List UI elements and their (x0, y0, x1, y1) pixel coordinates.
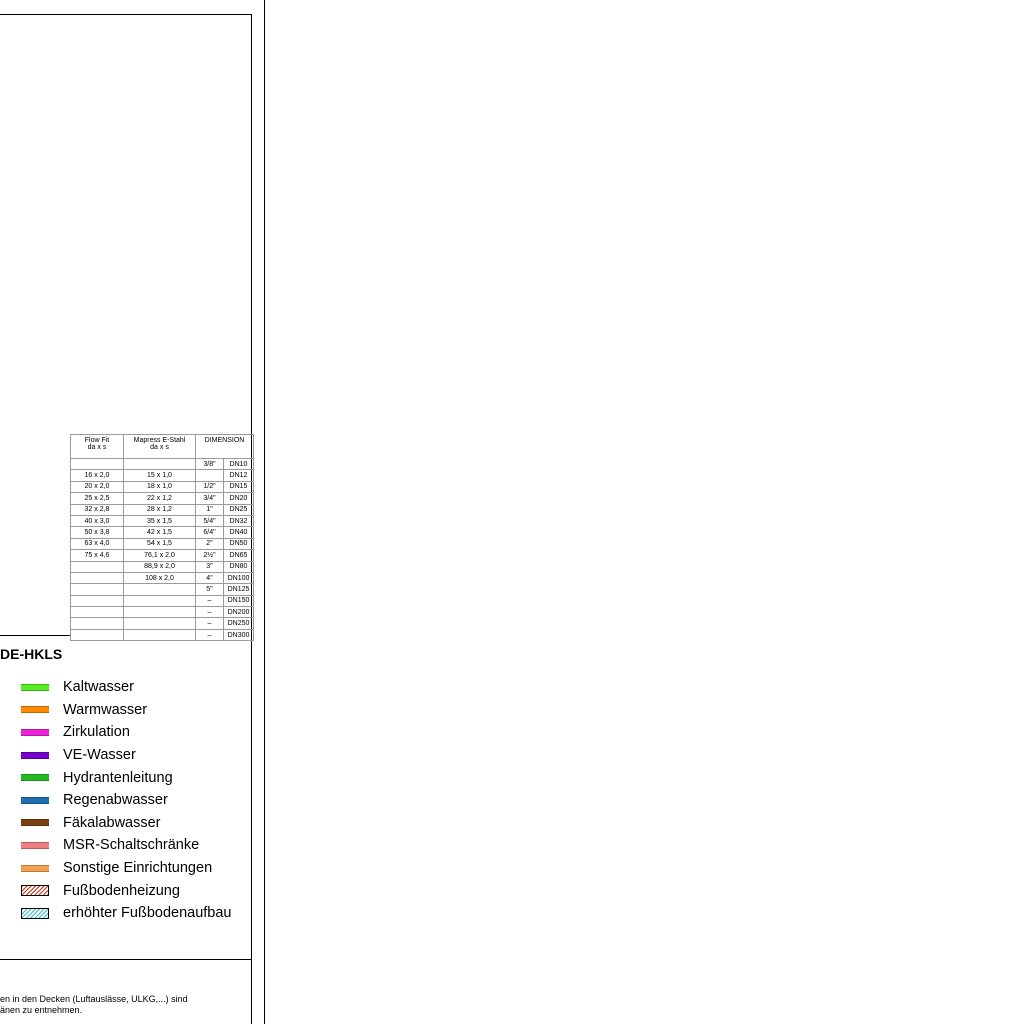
cell-inch: – (196, 629, 224, 640)
legend-label: Sonstige Einrichtungen (63, 860, 213, 877)
line-swatch (21, 752, 49, 759)
legend-item (21, 699, 232, 722)
table-row (71, 470, 254, 481)
table-row (71, 527, 254, 538)
table-row (71, 561, 254, 572)
cell-flowfit (71, 595, 124, 606)
legend-label: Warmwasser (63, 701, 148, 718)
cell-mapress: 108 x 2,0 (124, 572, 196, 583)
line-swatch (21, 729, 49, 736)
table-row (71, 629, 254, 640)
cell-dn: DN300 (224, 629, 254, 640)
cell-flowfit (71, 618, 124, 629)
line-swatch (21, 842, 49, 849)
cell-flowfit (71, 584, 124, 595)
line-swatch (21, 819, 49, 826)
cell-mapress: 28 x 1,2 (124, 504, 196, 515)
cell-mapress (124, 607, 196, 618)
table-row (71, 504, 254, 515)
legend-item (21, 766, 232, 789)
line-swatch (21, 706, 49, 713)
cell-dn: DN150 (224, 595, 254, 606)
header-flowfit-label: Flow Fit (84, 437, 110, 444)
cell-mapress (124, 595, 196, 606)
legend-list (21, 676, 232, 925)
legend-item (21, 676, 232, 699)
table-row (71, 618, 254, 629)
cell-dn: DN50 (224, 538, 254, 549)
cell-dn: DN125 (224, 584, 254, 595)
line-swatch (21, 797, 49, 804)
table-row (71, 607, 254, 618)
header-mapress-label: Mapress E-Stahl (133, 437, 186, 444)
legend-label: Regenabwasser (63, 792, 168, 809)
hatch-swatch (21, 908, 49, 919)
cell-inch: 3/8" (196, 459, 224, 470)
table-row (71, 459, 254, 470)
cell-mapress: 88,9 x 2,0 (124, 561, 196, 572)
cell-dn: DN12 (224, 470, 254, 481)
cell-inch: 2" (196, 538, 224, 549)
line-swatch (21, 865, 49, 872)
table-row (71, 595, 254, 606)
cell-inch (196, 470, 224, 481)
header-flowfit (71, 435, 124, 459)
cell-dn: DN80 (224, 561, 254, 572)
legend-title: DE-HKLS (0, 646, 63, 662)
notes-divider (0, 959, 252, 960)
header-flowfit-sub: da x s (87, 444, 107, 451)
table-row (71, 550, 254, 561)
cell-dn: DN40 (224, 527, 254, 538)
cell-inch: 5/4" (196, 515, 224, 526)
cell-mapress: 76,1 x 2,0 (124, 550, 196, 561)
cell-mapress: 54 x 1,5 (124, 538, 196, 549)
legend-item (21, 857, 232, 880)
header-mapress (124, 435, 196, 459)
cell-inch: – (196, 607, 224, 618)
cell-inch: 4" (196, 572, 224, 583)
line-swatch (21, 774, 49, 781)
cell-inch: 1" (196, 504, 224, 515)
cell-mapress: 22 x 1,2 (124, 493, 196, 504)
cell-flowfit: 25 x 2,5 (71, 493, 124, 504)
cell-dn: DN65 (224, 550, 254, 561)
legend-item (21, 721, 232, 744)
line-swatch (21, 684, 49, 691)
table-row (71, 572, 254, 583)
legend-label: Zirkulation (63, 724, 130, 741)
cell-flowfit: 20 x 2,0 (71, 481, 124, 492)
cell-inch: 1/2" (196, 481, 224, 492)
cell-mapress (124, 584, 196, 595)
legend-item (21, 789, 232, 812)
table-row (71, 515, 254, 526)
cell-dn: DN100 (224, 572, 254, 583)
header-mapress-sub: da x s (150, 444, 169, 451)
drawing-frame-top (0, 14, 252, 15)
table-row (71, 481, 254, 492)
header-dimension: DIMENSION (196, 435, 254, 459)
cell-inch: 5" (196, 584, 224, 595)
cell-flowfit (71, 607, 124, 618)
cell-mapress (124, 459, 196, 470)
legend-item (21, 812, 232, 835)
cell-inch: 2½" (196, 550, 224, 561)
legend-label: Fußbodenheizung (63, 882, 180, 899)
cell-inch: – (196, 595, 224, 606)
cell-flowfit: 75 x 4,6 (71, 550, 124, 561)
cell-dn: DN200 (224, 607, 254, 618)
cell-flowfit (71, 629, 124, 640)
cell-inch: 6/4" (196, 527, 224, 538)
cell-flowfit: 16 x 2,0 (71, 470, 124, 481)
cell-inch: 3" (196, 561, 224, 572)
cell-flowfit: 40 x 3,0 (71, 515, 124, 526)
legend-label: Fäkalabwasser (63, 814, 161, 831)
cell-flowfit: 50 x 3,8 (71, 527, 124, 538)
table-row (71, 538, 254, 549)
cell-dn: DN25 (224, 504, 254, 515)
cell-dn: DN32 (224, 515, 254, 526)
cell-dn: DN250 (224, 618, 254, 629)
cell-dn: DN15 (224, 481, 254, 492)
table-row (71, 584, 254, 595)
cell-dn: DN20 (224, 493, 254, 504)
cell-dn: DN10 (224, 459, 254, 470)
legend-label: Kaltwasser (63, 679, 134, 696)
legend-item (21, 902, 232, 925)
table-divider (0, 635, 70, 636)
legend-label: Hydrantenleitung (63, 769, 173, 786)
cell-flowfit (71, 459, 124, 470)
legend-label: erhöhter Fußbodenaufbau (63, 905, 232, 922)
cell-mapress: 35 x 1,5 (124, 515, 196, 526)
legend-label: VE-Wasser (63, 747, 136, 764)
pipe-dimension-table (70, 434, 254, 641)
table-body (71, 459, 254, 641)
legend-item (21, 834, 232, 857)
table-row (71, 493, 254, 504)
cell-mapress: 42 x 1,5 (124, 527, 196, 538)
legend-label: MSR-Schaltschränke (63, 837, 200, 854)
cell-flowfit (71, 572, 124, 583)
note-line-2: änen zu entnehmen. (0, 1005, 83, 1015)
table-header-row (71, 435, 254, 459)
cell-flowfit: 63 x 4,0 (71, 538, 124, 549)
sheet-border (264, 0, 265, 1024)
hatch-swatch (21, 885, 49, 896)
legend-item (21, 879, 232, 902)
cell-mapress (124, 618, 196, 629)
cell-flowfit (71, 561, 124, 572)
legend-item (21, 744, 232, 767)
cell-inch: – (196, 618, 224, 629)
cell-mapress: 15 x 1,0 (124, 470, 196, 481)
cell-flowfit: 32 x 2,8 (71, 504, 124, 515)
cell-mapress (124, 629, 196, 640)
cell-mapress: 18 x 1,0 (124, 481, 196, 492)
cell-inch: 3/4" (196, 493, 224, 504)
note-line-1: en in den Decken (Luftauslässe, ULKG,...) sind (0, 994, 188, 1004)
